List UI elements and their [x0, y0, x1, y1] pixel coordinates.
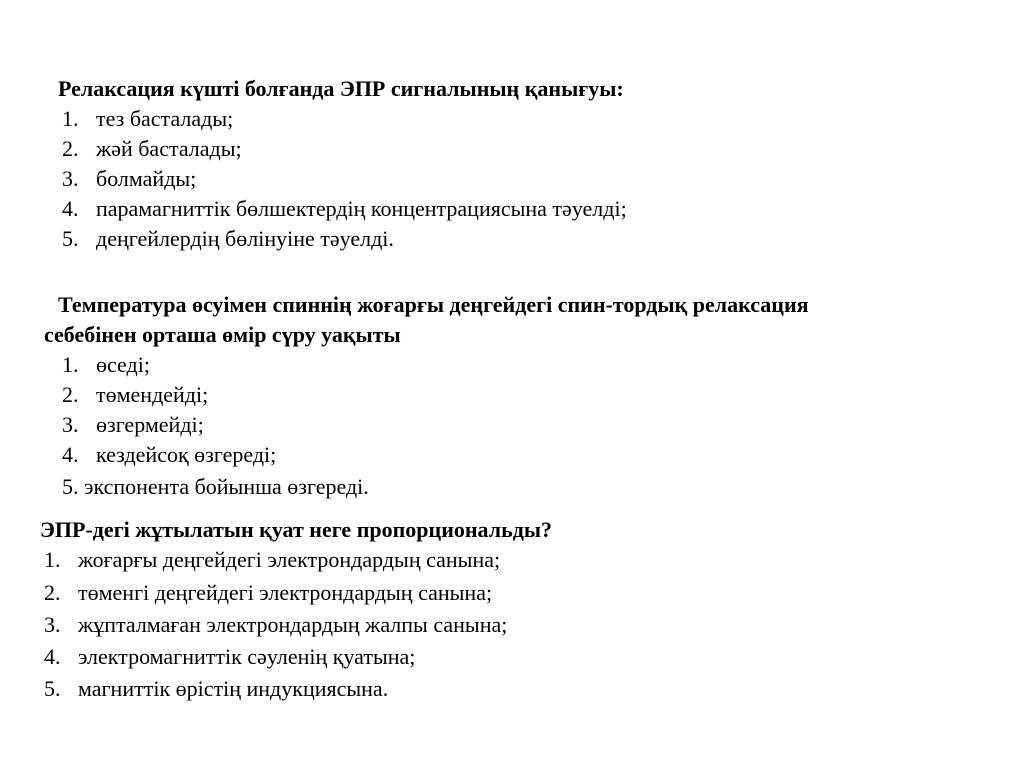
option-number: 5.	[62, 474, 79, 499]
answer-option	[62, 350, 150, 380]
option-text: парамагниттік бөлшектердің концентрациясына тәуелді;	[96, 196, 627, 221]
option-number: 4.	[62, 442, 79, 467]
option-number: 3.	[44, 612, 61, 637]
answer-option	[62, 380, 208, 410]
answer-option	[44, 578, 492, 608]
question-title-continued: себебінен орташа өмір сүру уақыты	[44, 322, 401, 347]
option-number: 1.	[62, 106, 79, 131]
option-number: 5.	[62, 226, 79, 251]
answer-option	[44, 545, 500, 575]
answer-option	[62, 134, 242, 164]
option-text: кездейсоқ өзгереді;	[96, 442, 277, 467]
option-number: 2.	[62, 136, 79, 161]
answer-option	[44, 674, 388, 704]
answer-option	[62, 410, 204, 440]
option-text: төмендейді;	[96, 382, 209, 407]
option-text: жоғарғы деңгейдегі электрондардың санына;	[78, 547, 501, 572]
option-text: электромагниттік сәуленің қуатына;	[78, 644, 416, 669]
answer-option	[62, 224, 394, 254]
question-title: Релаксация күшті болғанда ЭПР сигналының қанығуы:	[58, 76, 624, 101]
option-text: болмайды;	[96, 166, 197, 191]
option-text: экспонента бойынша өзгереді.	[84, 474, 369, 499]
answer-option	[62, 472, 369, 502]
answer-option	[62, 440, 276, 470]
answer-option	[62, 194, 627, 224]
answer-option	[62, 104, 233, 134]
option-number: 3.	[62, 412, 79, 437]
option-number: 5.	[44, 676, 61, 701]
option-text: тез басталады;	[96, 106, 234, 131]
option-number: 3.	[62, 166, 79, 191]
option-text: өседі;	[96, 352, 150, 377]
option-text: төменгі деңгейдегі электрондардың санына;	[78, 580, 493, 605]
option-number: 4.	[62, 196, 79, 221]
option-text: өзгермейді;	[96, 412, 204, 437]
option-number: 4.	[44, 644, 61, 669]
answer-option	[44, 610, 507, 640]
option-text: магниттік өрістің индукциясына.	[78, 676, 389, 701]
answer-option	[62, 164, 196, 194]
question-title: Температура өсуімен спиннің жоғарғы деңгейдегі спин-тордық релаксация	[58, 292, 809, 317]
option-number: 2.	[62, 382, 79, 407]
option-number: 2.	[44, 580, 61, 605]
answer-option	[44, 642, 415, 672]
option-number: 1.	[44, 547, 61, 572]
option-number: 1.	[62, 352, 79, 377]
option-text: жұпталмаған электрондардың жалпы санына;	[78, 612, 508, 637]
question-title: ЭПР-дегі жұтылатын қуат неге пропорциональды?	[40, 517, 553, 542]
option-text: деңгейлердің бөлінуіне тәуелді.	[96, 226, 394, 251]
option-text: жәй басталады;	[96, 136, 242, 161]
